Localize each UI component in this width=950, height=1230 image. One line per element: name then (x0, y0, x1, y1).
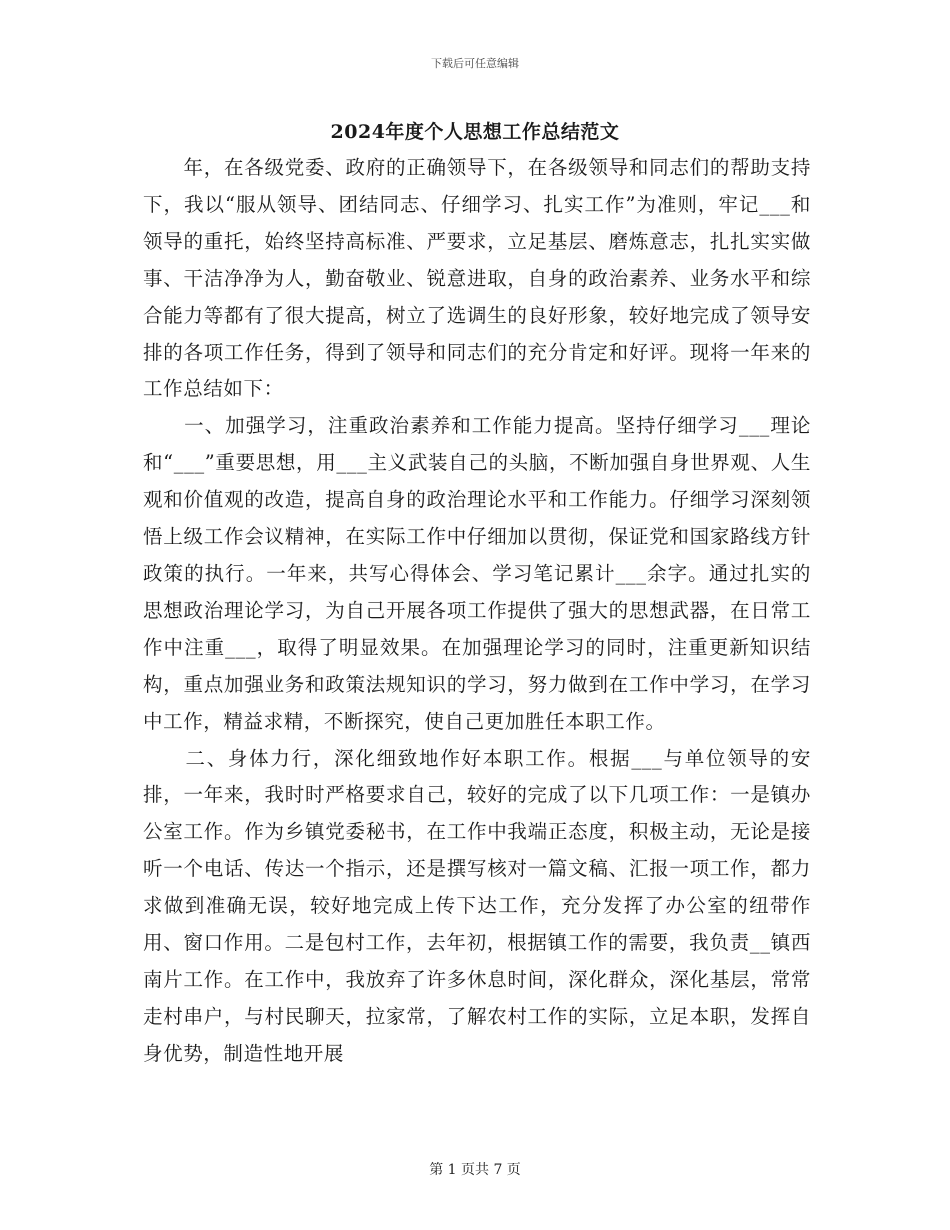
document-title: 2024年度个人思想工作总结范文 (330, 121, 620, 143)
page-header: 下载后可任意编辑 (431, 57, 519, 70)
paragraph-3: 二、身体力行，深化细致地作好本职工作。根据___与单位领导的安排，一年来，我时时严格要求自己，较好的完成了以下几项工作：一是镇办公室工作。作为乡镇党委秘书，在工作中我端正态度，积极主动，无论是接听一个电话、传达一个指示，还是撰写核对一篇文稿、汇报一项工作，都力求做到准确无误，较好地完成上传下达工作，充分发挥了办公室的纽带作用、窗口作用。二是包村工作，去年初，根据镇工作的需要，我负责__镇西南片工作。在工作中，我放弃了许多休息时间，深化群众，深化基层，常常走村串户，与村民聊天，拉家常，了解农村工作的实际，立足本职，发挥自身优势，制造性地开展 (143, 746, 811, 1065)
paragraph-1: 年，在各级党委、政府的正确领导下，在各级领导和同志们的帮助支持下，我以“服从领导、团结同志、仔细学习、扎实工作”为准则，牢记___和领导的重托，始终坚持高标准、严要求，立足基层、磨炼意志，扎扎实实做事、干洁净净为人，勤奋敬业、锐意进取，自身的政治素养、业务水平和综合能力等都有了很大提高，树立了选调生的良好形象，较好地完成了领导安排的各项工作任务，得到了领导和同志们的充分肯定和好评。现将一年来的工作总结如下： (143, 156, 811, 401)
paragraph-2: 一、加强学习，注重政治素养和工作能力提高。坚持仔细学习___理论和“___”重要思想，用___主义武装自己的头脑，不断加强自身世界观、人生观和价值观的改造，提高自身的政治理论水平和工作能力。仔细学习深刻领悟上级工作会议精神，在实际工作中仔细加以贯彻，保证党和国家路线方针政策的执行。一年来，共写心得体会、学习笔记累计___余字。通过扎实的思想政治理论学习，为自己开展各项工作提供了强大的思想武器，在日常工作中注重___，取得了明显效果。在加强理论学习的同时，注重更新知识结构，重点加强业务和政策法规知识的学习，努力做到在工作中学习，在学习中工作，精益求精，不断探究，使自己更加胜任本职工作。 (143, 414, 811, 733)
page-footer: 第 1 页共 7 页 (429, 1162, 521, 1178)
document-body (143, 150, 811, 1073)
